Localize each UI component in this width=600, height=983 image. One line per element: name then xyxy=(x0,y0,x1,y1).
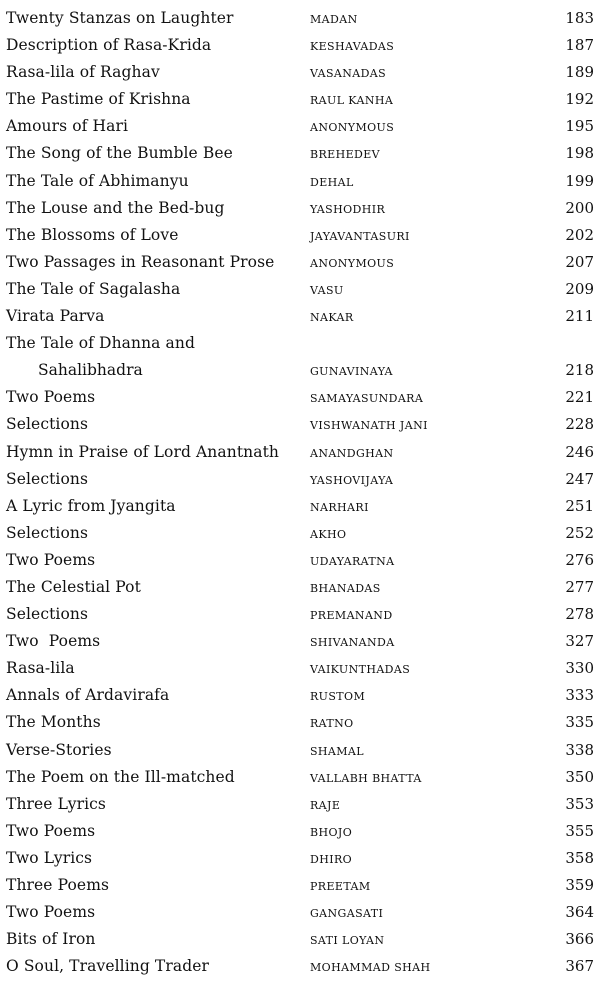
toc-entry xyxy=(0,815,600,842)
entry-page-number: 338 xyxy=(565,740,594,759)
entry-title: Selections xyxy=(6,523,89,542)
entry-title: Two Passages in Reasonant Prose xyxy=(6,252,275,271)
entry-author: BHANADAS xyxy=(310,581,381,595)
entry-page-number: 202 xyxy=(565,225,594,244)
entry-page-number: 251 xyxy=(565,496,594,515)
entry-title: A Lyric from Jyangita xyxy=(6,496,176,515)
entry-author: YASHODHIR xyxy=(310,202,386,216)
entry-page-number: 246 xyxy=(565,442,594,461)
entry-title: Two Lyrics xyxy=(6,848,93,867)
toc-entry xyxy=(0,219,600,246)
entry-author: BREHEDEV xyxy=(310,148,381,162)
entry-title: The Tale of Sagalasha xyxy=(6,279,181,298)
entry-author: SAMAYASUNDARA xyxy=(310,392,424,406)
entry-title: Rasa-lila of Raghav xyxy=(6,63,160,82)
entry-author: SHAMAL xyxy=(310,744,364,758)
entry-page-number: 277 xyxy=(565,577,594,596)
entry-page-number: 335 xyxy=(565,713,594,732)
entry-author: SATI LOYAN xyxy=(310,934,385,948)
toc-entry xyxy=(0,869,600,896)
entry-author: GUNAVINAYA xyxy=(310,365,393,379)
entry-author: MADAN xyxy=(310,13,358,26)
entry-author: KESHAVADAS xyxy=(310,40,395,54)
toc-entry xyxy=(0,490,600,517)
entry-page-number: 247 xyxy=(565,469,594,488)
entry-page-number: 218 xyxy=(565,361,594,380)
toc-entry xyxy=(0,137,600,164)
entry-title: Selections xyxy=(6,415,89,434)
toc-entry xyxy=(0,436,600,463)
toc-entry xyxy=(0,2,600,29)
entry-title: Description of Rasa-Krida xyxy=(6,36,212,55)
entry-page-number: 276 xyxy=(565,550,594,569)
entry-page-number: 183 xyxy=(565,9,594,27)
toc-entry xyxy=(0,246,600,273)
toc-entry xyxy=(0,517,600,544)
entry-title: The Celestial Pot xyxy=(6,577,141,596)
entry-page-number: 199 xyxy=(565,171,594,190)
entry-title: The Pastime of Krishna xyxy=(6,90,191,109)
toc-entry xyxy=(0,571,600,598)
entry-page-number: 198 xyxy=(565,144,594,163)
entry-author: ANONYMOUS xyxy=(310,256,395,270)
entry-author: ANANDGHAN xyxy=(310,446,394,460)
entry-title: Three Poems xyxy=(6,876,110,894)
entry-title: Hymn in Praise of Lord Anantnath xyxy=(6,442,279,461)
entry-author: PREMANAND xyxy=(310,609,393,623)
entry-author: RUSTOM xyxy=(310,690,366,704)
entry-title: The Months xyxy=(6,713,101,732)
entry-page-number: 330 xyxy=(565,659,594,678)
toc-entry xyxy=(0,950,600,977)
entry-author: VISHWANATH JANI xyxy=(310,419,428,433)
toc-entry xyxy=(0,56,600,83)
entry-title: The Tale of Dhanna and xyxy=(6,334,195,353)
entry-page-number: 252 xyxy=(565,523,594,542)
toc-entry xyxy=(0,192,600,219)
entry-page-number: 350 xyxy=(565,767,594,786)
entry-page-number: 358 xyxy=(565,848,594,867)
entry-author: PREETAM xyxy=(310,880,371,893)
toc-entry xyxy=(0,381,600,408)
toc-entry xyxy=(0,788,600,815)
entry-title: Two Poems xyxy=(6,632,101,651)
entry-author: AKHO xyxy=(310,527,347,541)
entry-author: DHIRO xyxy=(310,852,353,866)
entry-author: ANONYMOUS xyxy=(310,121,395,135)
entry-title: Bits of Iron xyxy=(6,930,96,949)
entry-author: VAIKUNTHADAS xyxy=(310,663,411,677)
entry-author: NAKAR xyxy=(310,311,354,325)
toc-entry xyxy=(0,761,600,788)
entry-title: Selections xyxy=(6,605,89,624)
entry-author: UDAYARATNA xyxy=(310,554,395,568)
entry-page-number: 200 xyxy=(565,198,594,217)
toc-entry xyxy=(0,598,600,625)
entry-page-number: 327 xyxy=(565,632,594,651)
entry-title: O Soul, Travelling Trader xyxy=(6,957,209,976)
entry-title: Two Poems xyxy=(6,903,96,922)
entry-title: The Tale of Abhimanyu xyxy=(6,171,189,190)
entry-title: The Blossoms of Love xyxy=(6,225,179,244)
toc-entry xyxy=(0,300,600,327)
entry-author: MOHAMMAD SHAH xyxy=(310,961,431,975)
entry-title: The Poem on the Ill-matched xyxy=(6,767,235,786)
entry-page-number: 353 xyxy=(565,794,594,813)
toc-entry xyxy=(0,923,600,950)
entry-title: Twenty Stanzas on Laughter xyxy=(6,9,234,27)
entry-author: VALLABH BHATTA xyxy=(310,771,422,785)
entry-page-number: 207 xyxy=(565,252,594,271)
entry-page-number: 228 xyxy=(565,415,594,434)
toc-entry xyxy=(0,842,600,869)
entry-page-number: 192 xyxy=(565,90,594,109)
entry-author: VASU xyxy=(310,283,344,297)
entry-page-number: 359 xyxy=(565,876,594,894)
entry-page-number: 278 xyxy=(565,605,594,624)
entry-page-number: 189 xyxy=(565,63,594,82)
toc-entry xyxy=(0,652,600,679)
entry-title: Selections xyxy=(6,469,89,488)
toc-entry xyxy=(0,29,600,56)
entry-page-number: 355 xyxy=(565,821,594,840)
entry-page-number: 195 xyxy=(565,117,594,136)
entry-author: RATNO xyxy=(310,717,354,731)
entry-title: Virata Parva xyxy=(6,307,105,326)
entry-title: Amours of Hari xyxy=(6,117,129,136)
toc-entry xyxy=(0,706,600,733)
entry-title: Verse-Stories xyxy=(6,740,112,759)
entry-page-number: 366 xyxy=(565,930,594,949)
entry-page-number: 209 xyxy=(565,279,594,298)
entry-page-number: 221 xyxy=(565,388,594,407)
entry-title: Annals of Ardavirafa xyxy=(6,686,170,705)
toc-entry xyxy=(0,544,600,571)
entry-page-number: 333 xyxy=(565,686,594,705)
toc-entry xyxy=(0,625,600,652)
toc-entry xyxy=(0,408,600,435)
entry-page-number: 187 xyxy=(565,36,594,55)
entry-title: Rasa-lila xyxy=(6,659,75,678)
toc-entry xyxy=(0,734,600,761)
entry-page-number: 364 xyxy=(565,903,594,922)
toc-entry xyxy=(0,327,600,381)
entry-author: YASHOVIJAYA xyxy=(310,473,394,487)
entry-author: GANGASATI xyxy=(310,907,384,921)
entry-title: Two Poems xyxy=(6,388,96,407)
entry-author: BHOJO xyxy=(310,825,353,839)
entry-author: VASANADAS xyxy=(310,67,387,81)
entry-title: Two Poems xyxy=(6,821,96,840)
entry-page-number: 367 xyxy=(565,957,594,976)
entry-title-continuation: Sahalibhadra xyxy=(38,361,143,380)
toc-entry xyxy=(0,273,600,300)
entry-author: JAYAVANTASURI xyxy=(310,229,410,243)
toc-entry xyxy=(0,165,600,192)
entry-author: SHIVANANDA xyxy=(310,636,395,650)
entry-author: RAUL KANHA xyxy=(310,94,394,108)
entry-author: DEHAL xyxy=(310,175,354,189)
toc-entry xyxy=(0,110,600,137)
entry-author: NARHARI xyxy=(310,500,369,514)
entry-page-number: 211 xyxy=(565,307,594,326)
entry-title: Three Lyrics xyxy=(6,794,106,813)
toc-entry xyxy=(0,679,600,706)
entry-title: The Louse and the Bed-bug xyxy=(6,198,225,217)
entry-author: RAJE xyxy=(310,798,341,812)
toc-entry xyxy=(0,83,600,110)
entry-title: Two Poems xyxy=(6,550,96,569)
toc-entry xyxy=(0,896,600,923)
entry-title: The Song of the Bumble Bee xyxy=(6,144,233,163)
toc-entry xyxy=(0,463,600,490)
table-of-contents xyxy=(0,2,600,977)
